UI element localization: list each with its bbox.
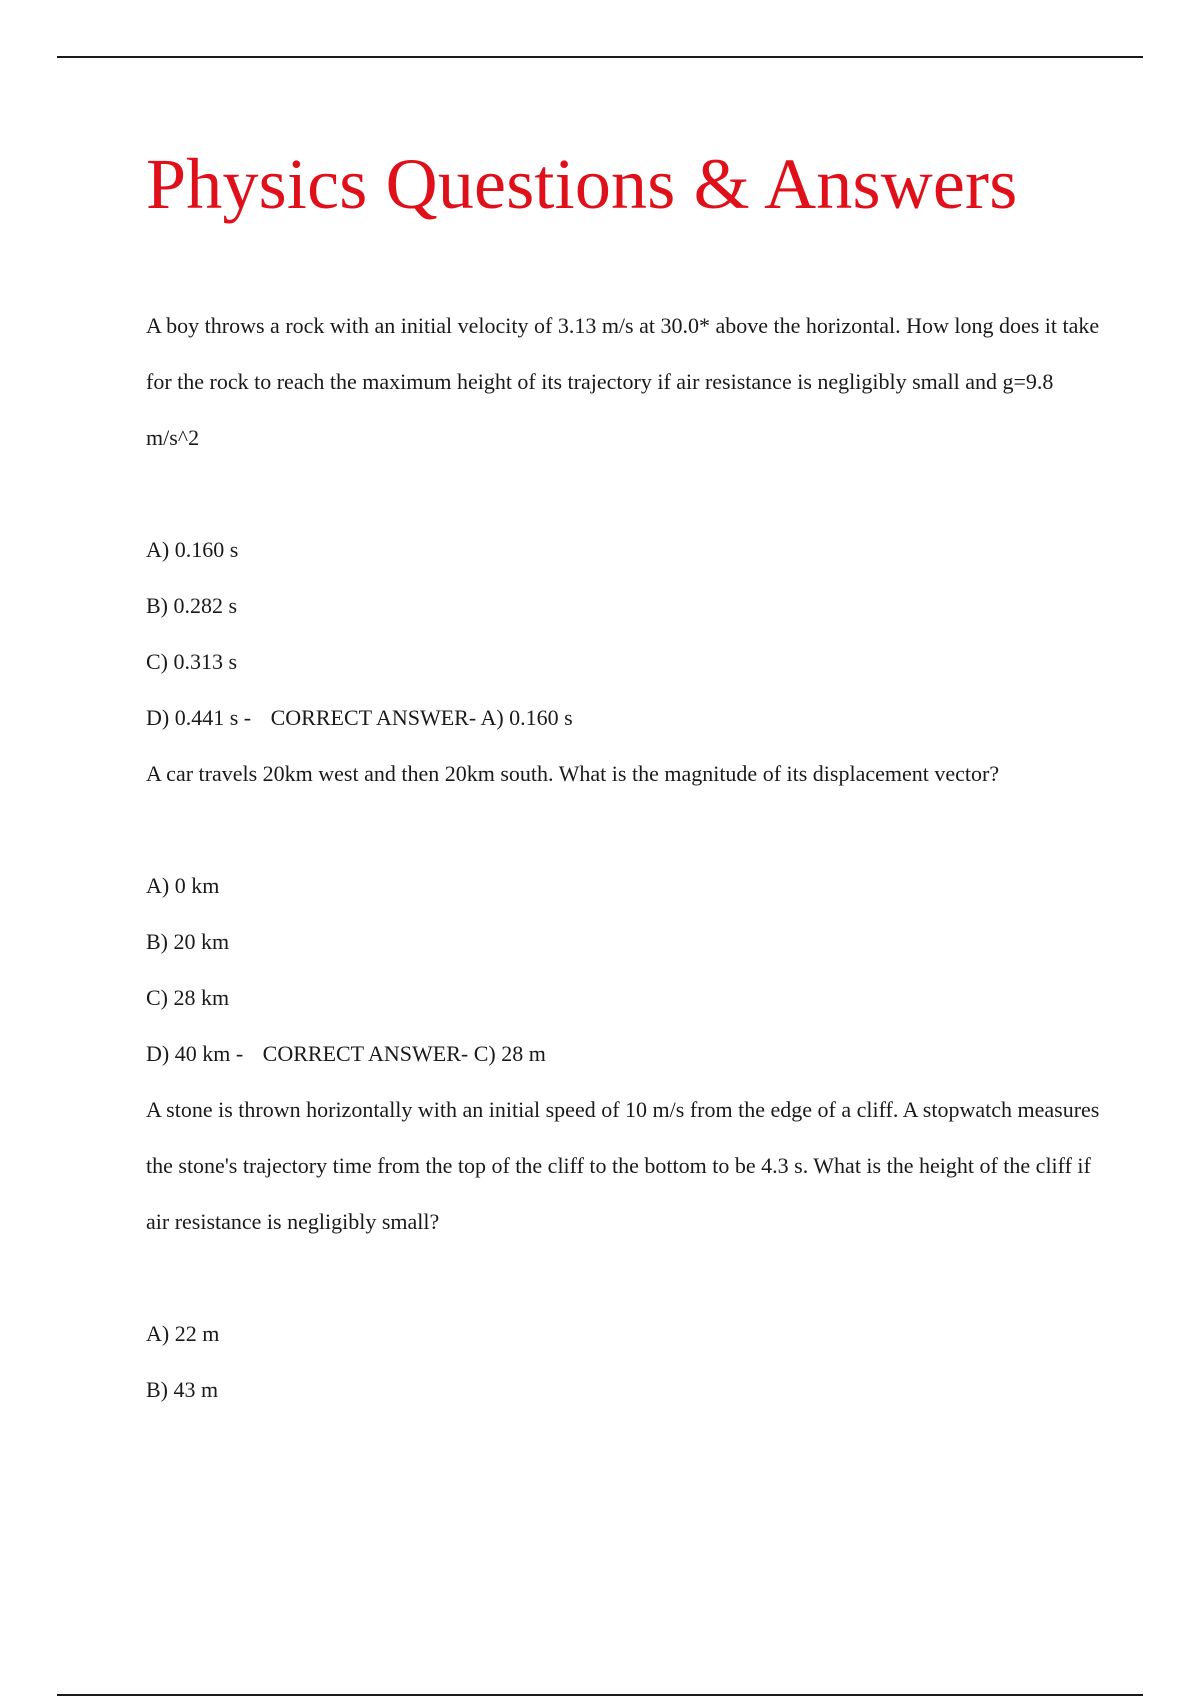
option-c: C) 28 km [146,985,230,1010]
question-block-1 [146,298,1106,746]
options-list [146,858,1106,1082]
footer-rule [57,1694,1143,1696]
option-b: B) 20 km [146,929,230,954]
question-text: A car travels 20km west and then 20km south. What is the magnitude of its displacement vector? [146,761,1000,786]
options-list [146,1306,1106,1418]
answer-prefix: CORRECT ANSWER- [270,705,477,730]
page-title: Physics Questions & Answers [146,144,1018,224]
answer-value: A) 0.160 s [480,705,573,730]
option-b: B) 0.282 s [146,593,238,618]
question-block-2 [146,746,1106,1082]
option-c: C) 0.313 s [146,649,238,674]
question-text: A boy throws a rock with an initial velocity of 3.13 m/s at 30.0* above the horizontal. How long does it take for the rock to reach the maximum height of its trajectory if air resistance is negligibly small and g=9.8 m/s^2 [146,313,1100,450]
correct-answer [271,705,573,730]
question-text: A stone is thrown horizontally with an initial speed of 10 m/s from the edge of a cliff. A stopwatch measures the stone's trajectory time from the top of the cliff to the bottom to be 4.3 s. What is the height of the cliff if air resistance is negligibly small? [146,1097,1100,1234]
header-rule [57,56,1143,58]
option-b: B) 43 m [146,1377,219,1402]
option-a: A) 0.160 s [146,537,239,562]
option-a: A) 22 m [146,1321,220,1346]
correct-answer [263,1041,546,1066]
option-d: D) 0.441 s - [146,705,252,730]
option-d: D) 40 km - [146,1041,244,1066]
question-block-3 [146,1082,1106,1418]
option-d-with-answer [146,690,1106,746]
option-a: A) 0 km [146,873,220,898]
answer-value: C) 28 m [473,1041,546,1066]
option-d-with-answer [146,1026,1106,1082]
options-list [146,522,1106,746]
answer-prefix: CORRECT ANSWER- [262,1041,469,1066]
